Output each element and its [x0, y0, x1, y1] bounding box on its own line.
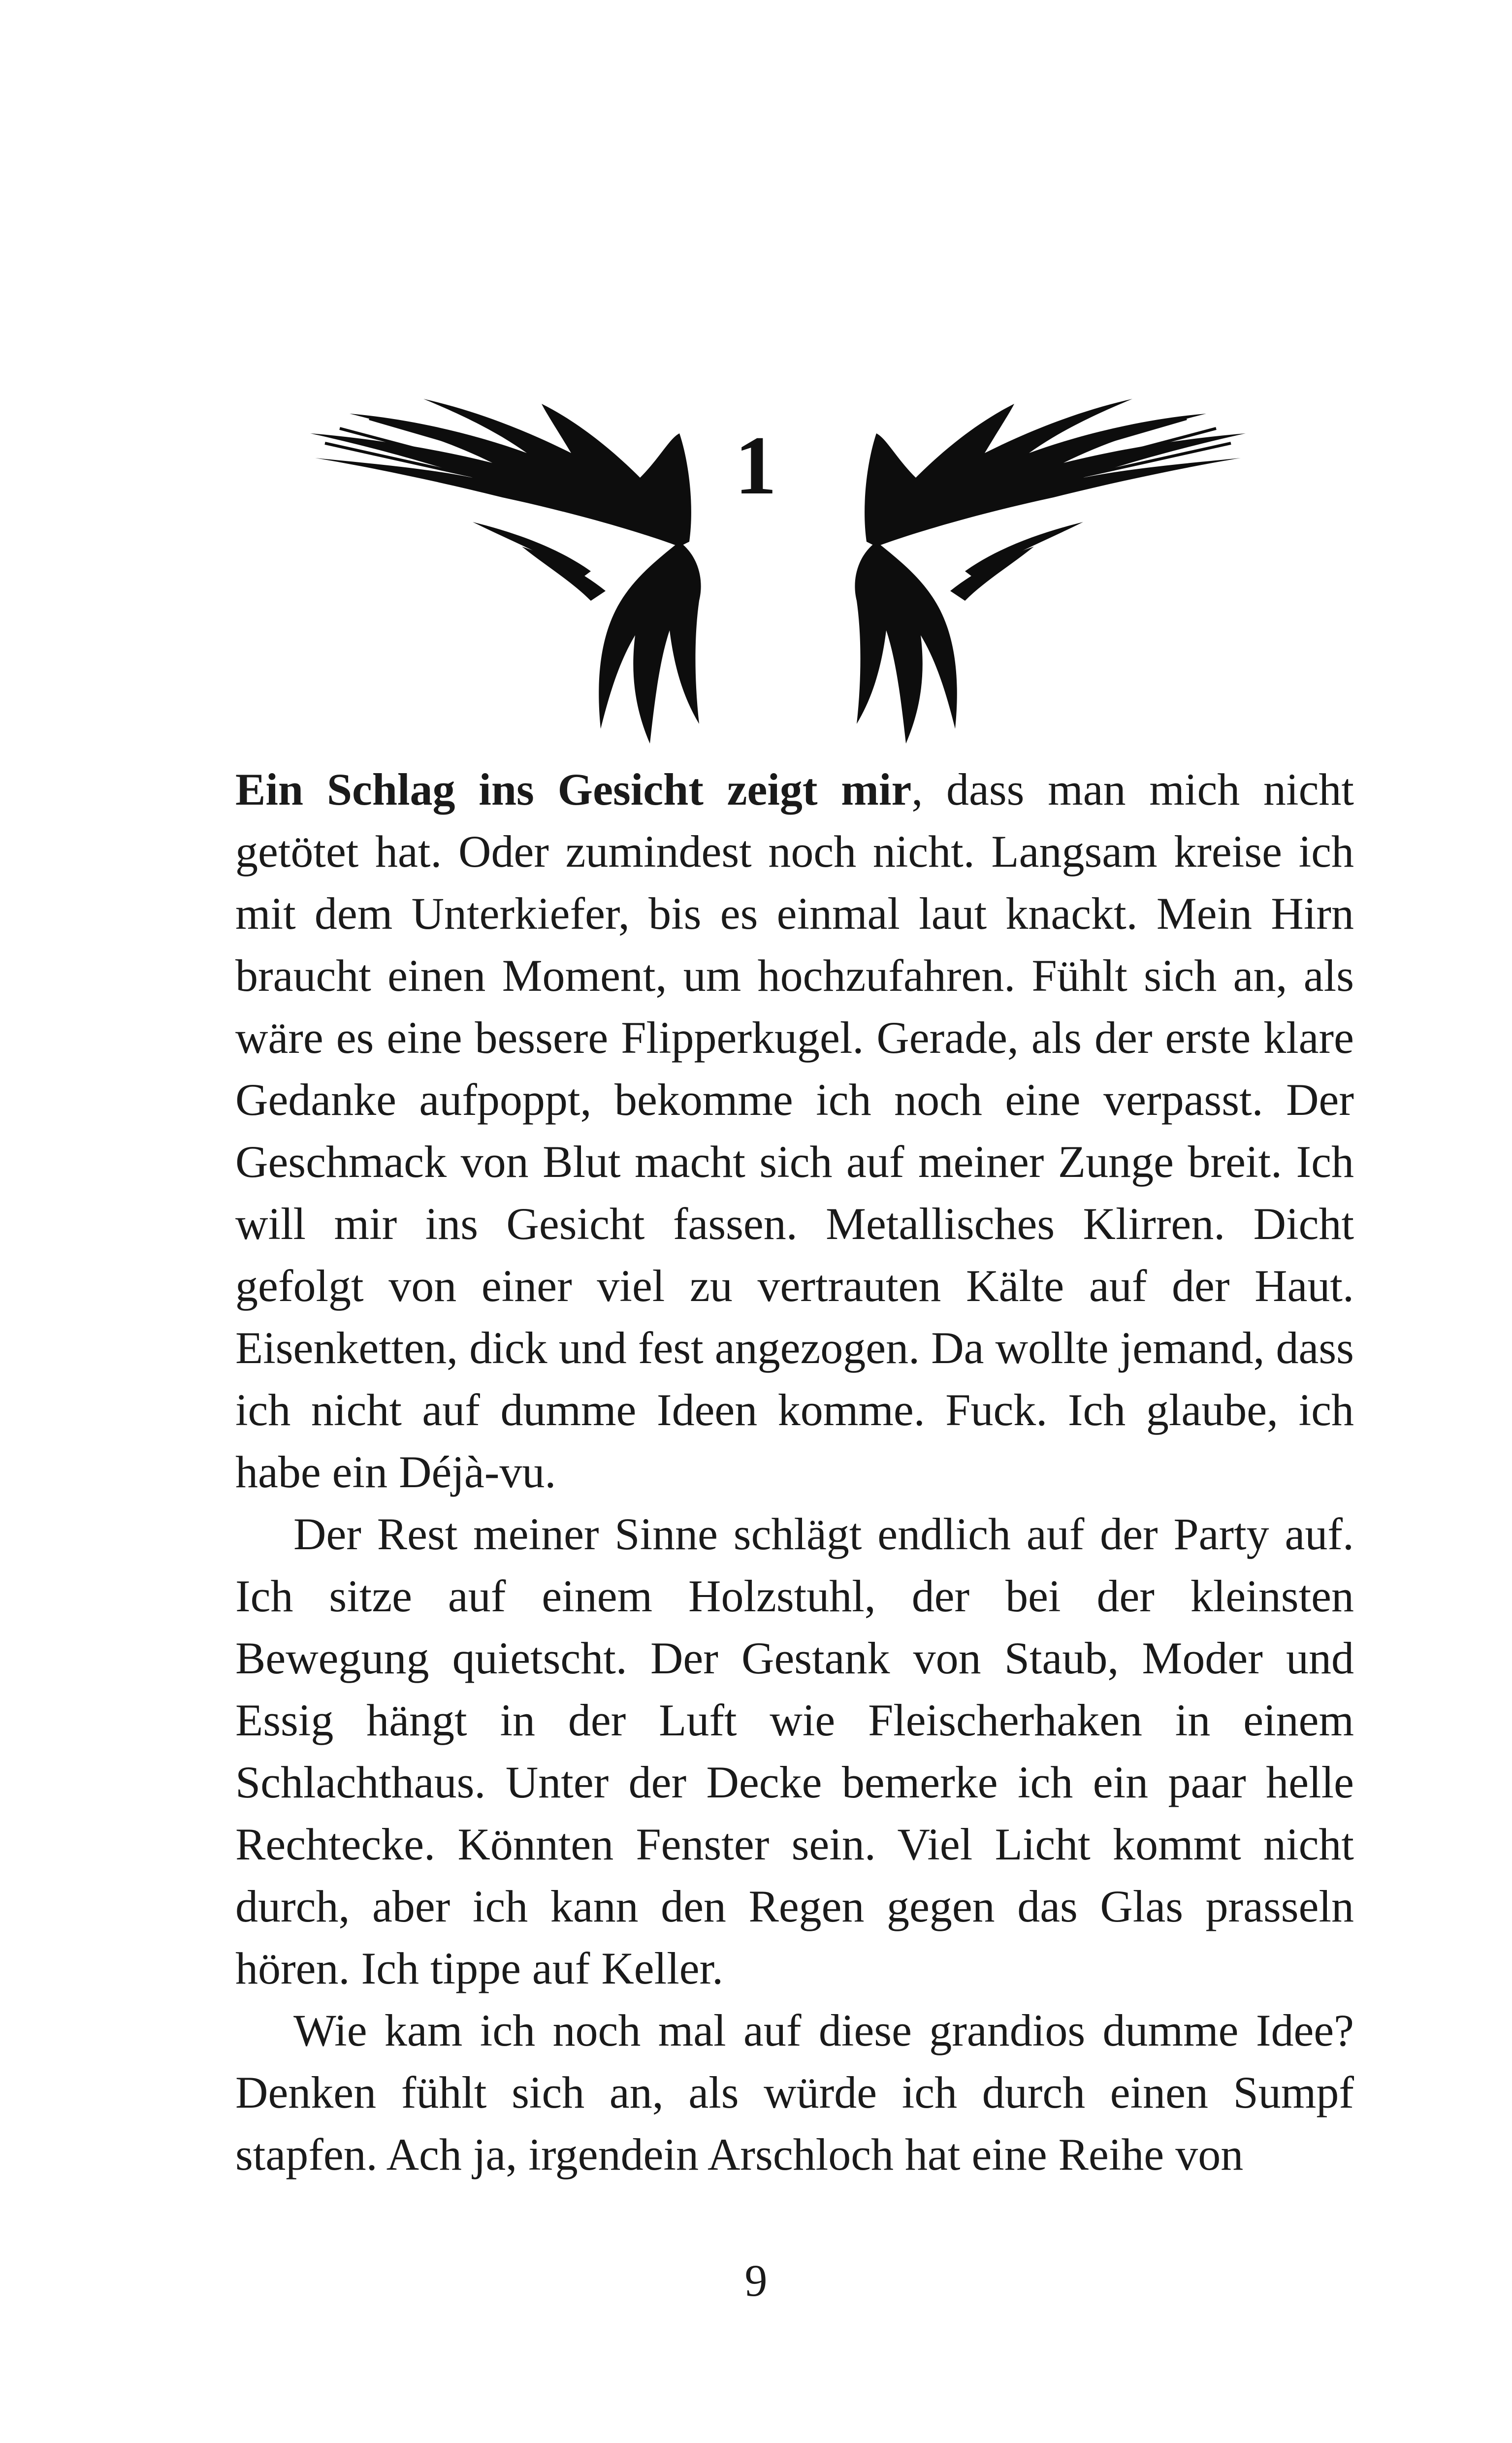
- paragraph-1-text: , dass man mich nicht getötet hat. Oder zumindest noch nicht. Langsam kreise ich mit dem Unterkiefer, bis es einmal laut knackt. Mein Hirn braucht einen Moment, um hochzufahren. Fühlt sich an, als wäre es eine bessere Flipperkugel. Gerade, als der erste klare Gedanke aufpoppt, bekomme ich noch eine verpasst. Der Geschmack von Blut macht sich auf meiner Zunge breit. Ich will mir ins Gesicht fassen. Metallisches Klirren. Dicht gefolgt von einer viel zu vertrauten Kälte auf der Haut. Eisenketten, dick und fest angezogen. Da wollte jemand, dass ich nicht auf dumme Ideen komme. Fuck. Ich glaube, ich habe ein Déjà-vu.: [235, 764, 1354, 1497]
- chapter-number: 1: [735, 419, 777, 512]
- paragraph-3: Wie kam ich noch mal auf diese grandios dumme Idee? Denken fühlt sich an, als würde ich durch einen Sumpf stapfen. Ach ja, irgendein Arschloch hat eine Reihe von: [235, 2005, 1354, 2180]
- chapter-body: [235, 758, 1354, 2185]
- paragraph-1: [235, 758, 1354, 1503]
- paragraph-2: Der Rest meiner Sinne schlägt endlich auf der Party auf. Ich sitze auf einem Holzstuhl, der bei der kleinsten Bewegung quietscht. Der Gestank von Staub, Moder und Essig hängt in der Luft wie Fleischerhaken in einem Schlachthaus. Unter der Decke bemerke ich ein paar helle Rechtecke. Könnten Fenster sein. Viel Licht kommt nicht durch, aber ich kann den Regen gegen das Glas prasseln hören. Ich tippe auf Keller.: [235, 1509, 1354, 1993]
- paragraph-lead: Ein Schlag ins Gesicht zeigt mir: [235, 764, 912, 814]
- left-wing: [310, 399, 701, 744]
- right-wing: [855, 399, 1246, 744]
- page-number: 9: [744, 2255, 768, 2306]
